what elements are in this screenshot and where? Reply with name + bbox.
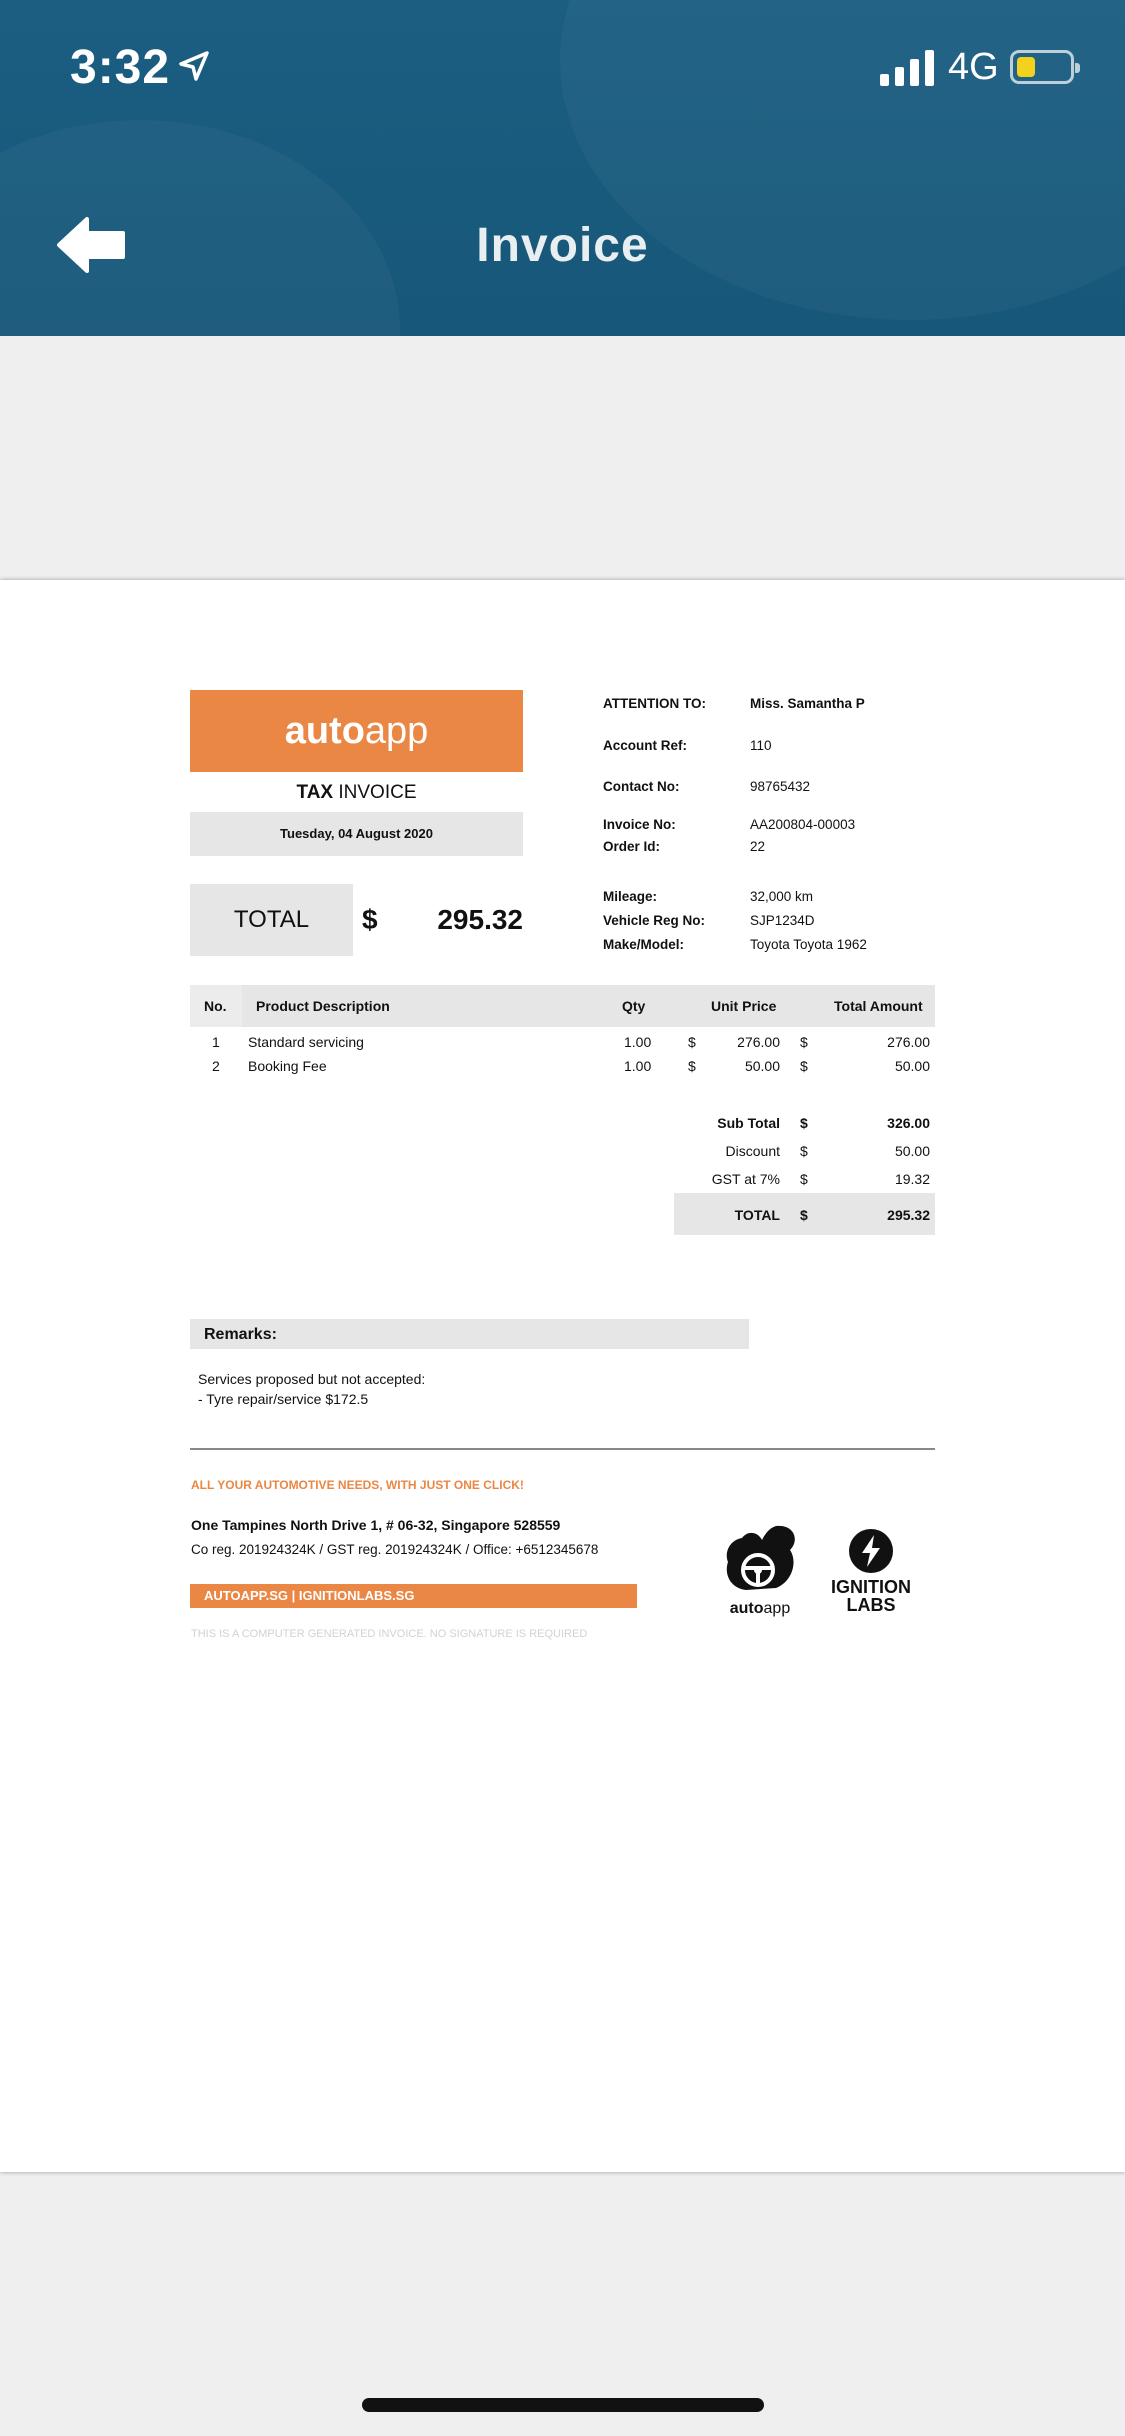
col-no: No. <box>204 998 227 1014</box>
page-title: Invoice <box>476 219 649 272</box>
row2-total-currency: $ <box>800 1058 808 1074</box>
row2-unit-price: 50.00 <box>744 1058 780 1074</box>
col-qty: Qty <box>622 998 646 1014</box>
mileage-value: 32,000 km <box>750 889 814 904</box>
make-model-label: Make/Model: <box>603 937 685 952</box>
grand-total-currency: $ <box>800 1207 808 1223</box>
contact-no-label: Contact No: <box>603 779 680 794</box>
home-indicator[interactable] <box>362 2398 764 2412</box>
remarks-label: Remarks: <box>204 1326 277 1343</box>
gst-currency: $ <box>800 1171 808 1187</box>
col-total-amount: Total Amount <box>834 998 923 1014</box>
row2-unit-currency: $ <box>688 1058 696 1074</box>
discount-value: 50.00 <box>894 1143 930 1159</box>
autoapp-footer-logo-text: autoapp <box>729 1600 791 1617</box>
contact-no-value: 98765432 <box>750 779 811 794</box>
order-id-value: 22 <box>750 839 766 854</box>
squirrel-steering-wheel-icon <box>718 1522 802 1600</box>
row1-total: 276.00 <box>887 1034 930 1050</box>
remarks-line-1: Services proposed but not accepted: <box>198 1371 426 1387</box>
total-label: TOTAL <box>190 884 353 956</box>
col-unit-price: Unit Price <box>711 998 777 1014</box>
vehicle-reg-value: SJP1234D <box>750 913 815 928</box>
items-table-header <box>190 985 935 1027</box>
row2-no: 2 <box>212 1058 220 1074</box>
make-model-value: Toyota Toyota 1962 <box>750 937 867 952</box>
invoice-no-label: Invoice No: <box>603 817 676 832</box>
row2-description: Booking Fee <box>248 1058 327 1074</box>
battery-level <box>1017 57 1035 77</box>
gst-label: GST at 7% <box>711 1171 780 1187</box>
network-type: 4G <box>948 46 999 88</box>
order-id-label: Order Id: <box>603 839 661 854</box>
gst-value: 19.32 <box>894 1171 930 1187</box>
subtotal-currency: $ <box>800 1115 808 1131</box>
company-address: One Tampines North Drive 1, # 06-32, Singapore 528559 <box>191 1517 561 1533</box>
remarks-line-2: - Tyre repair/service $172.5 <box>198 1391 369 1407</box>
attention-value: Miss. Samantha P <box>750 696 865 711</box>
account-ref-value: 110 <box>750 738 772 753</box>
row2-total: 50.00 <box>894 1058 930 1074</box>
row1-description: Standard servicing <box>248 1034 364 1050</box>
row2-qty: 1.00 <box>624 1058 652 1074</box>
battery-icon <box>1010 50 1074 84</box>
battery-nub <box>1075 63 1080 73</box>
invoice-document[interactable] <box>0 580 1125 2172</box>
discount-currency: $ <box>800 1143 808 1159</box>
subtotal-value: 326.00 <box>887 1115 930 1131</box>
autoapp-footer-logo <box>718 1522 802 1622</box>
tax-invoice-title: TAX INVOICE <box>296 782 417 803</box>
subtotal-label: Sub Total <box>717 1115 780 1131</box>
invoice-date: Tuesday, 04 August 2020 <box>190 812 523 856</box>
attention-label: ATTENTION TO: <box>603 696 706 711</box>
discount-label: Discount <box>725 1143 780 1159</box>
footer-links: AUTOAPP.SG | IGNITIONLABS.SG <box>190 1584 637 1608</box>
row1-unit-price: 276.00 <box>737 1034 780 1050</box>
app-header <box>0 0 1125 336</box>
row1-unit-currency: $ <box>688 1034 696 1050</box>
row1-no: 1 <box>212 1034 220 1050</box>
footer-disclaimer: THIS IS A COMPUTER GENERATED INVOICE. NO SIGNATURE IS REQUIRED <box>191 1628 588 1640</box>
vehicle-reg-label: Vehicle Reg No: <box>603 913 706 928</box>
ignition-labs-logo-text: IGNITION LABS <box>831 1577 911 1615</box>
footer-slogan: ALL YOUR AUTOMOTIVE NEEDS, WITH JUST ONE CLICK! <box>191 1478 524 1492</box>
col-description: Product Description <box>256 998 390 1014</box>
location-arrow-icon <box>178 50 210 82</box>
total-currency: $ <box>362 904 378 935</box>
row1-qty: 1.00 <box>624 1034 652 1050</box>
row1-total-currency: $ <box>800 1034 808 1050</box>
company-registration: Co reg. 201924324K / GST reg. 201924324K / Office: +6512345678 <box>191 1542 599 1557</box>
mileage-label: Mileage: <box>603 889 658 904</box>
grand-total-label: TOTAL <box>734 1207 780 1223</box>
invoice-no-value: AA200804-00003 <box>750 817 856 832</box>
ignition-labs-logo <box>816 1528 926 1618</box>
status-time: 3:32 <box>70 41 171 94</box>
grand-total-value: 295.32 <box>887 1207 930 1223</box>
account-ref-label: Account Ref: <box>603 738 687 753</box>
autoapp-logo: autoapp <box>190 690 523 772</box>
footer-divider <box>190 1448 935 1450</box>
cellular-signal-icon <box>880 50 936 86</box>
total-value: 295.32 <box>437 904 523 935</box>
lightning-bolt-icon <box>848 1528 894 1574</box>
